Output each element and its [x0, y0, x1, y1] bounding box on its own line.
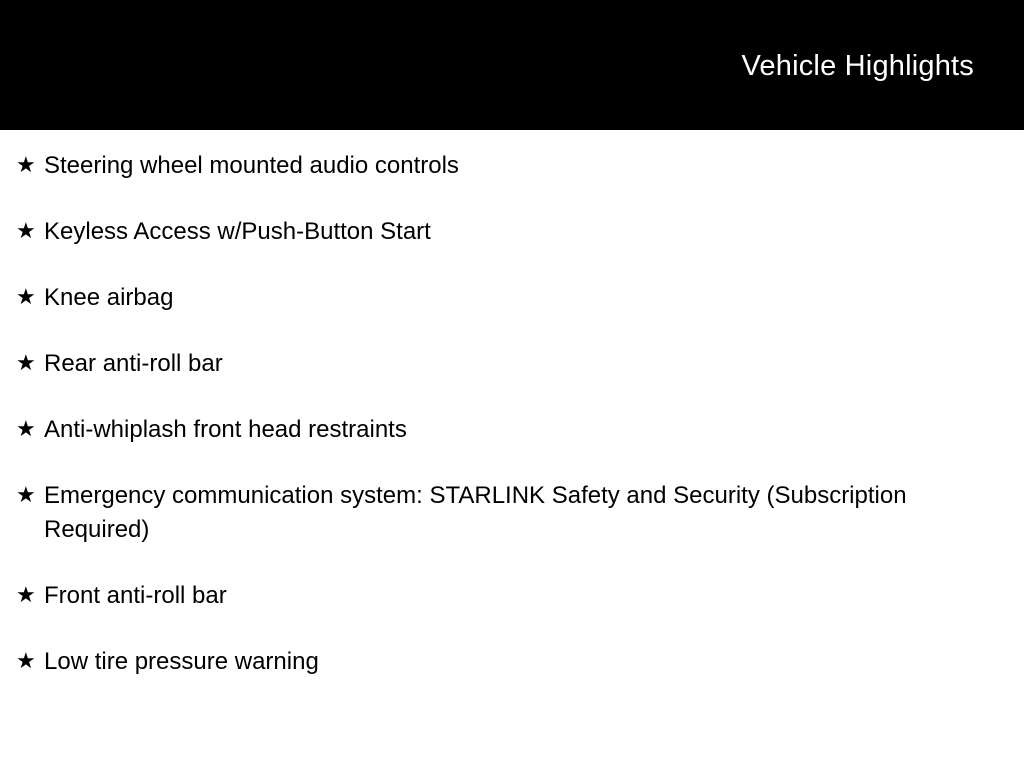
star-icon: ★: [16, 218, 36, 243]
list-item: [0, 579, 1024, 613]
list-item-label: Low tire pressure warning: [44, 648, 319, 675]
list-item-label: Emergency communication system: STARLINK Safety and Security (Subscription Required): [44, 482, 907, 543]
list-item-label: Front anti-roll bar: [44, 582, 227, 609]
star-icon: ★: [16, 582, 36, 607]
list-item: [0, 215, 1024, 249]
list-item-label: Knee airbag: [44, 284, 174, 311]
list-item-label: Anti-whiplash front head restraints: [44, 416, 407, 443]
list-item: [0, 281, 1024, 315]
list-item-label: Rear anti-roll bar: [44, 350, 223, 377]
list-item-label: Steering wheel mounted audio controls: [44, 152, 459, 179]
list-item: [0, 413, 1024, 447]
star-icon: ★: [16, 416, 36, 441]
list-item-label: Keyless Access w/Push-Button Start: [44, 218, 431, 245]
list-item: [0, 645, 1024, 679]
list-item: [0, 479, 1024, 547]
star-icon: ★: [16, 482, 36, 507]
highlights-list: [0, 130, 1024, 711]
star-icon: ★: [16, 648, 36, 673]
star-icon: ★: [16, 350, 36, 375]
list-item: [0, 347, 1024, 381]
list-item: [0, 149, 1024, 183]
star-icon: ★: [16, 152, 36, 177]
star-icon: ★: [16, 284, 36, 309]
header-bar: [0, 0, 1024, 130]
page-title: Vehicle Highlights: [741, 50, 974, 82]
